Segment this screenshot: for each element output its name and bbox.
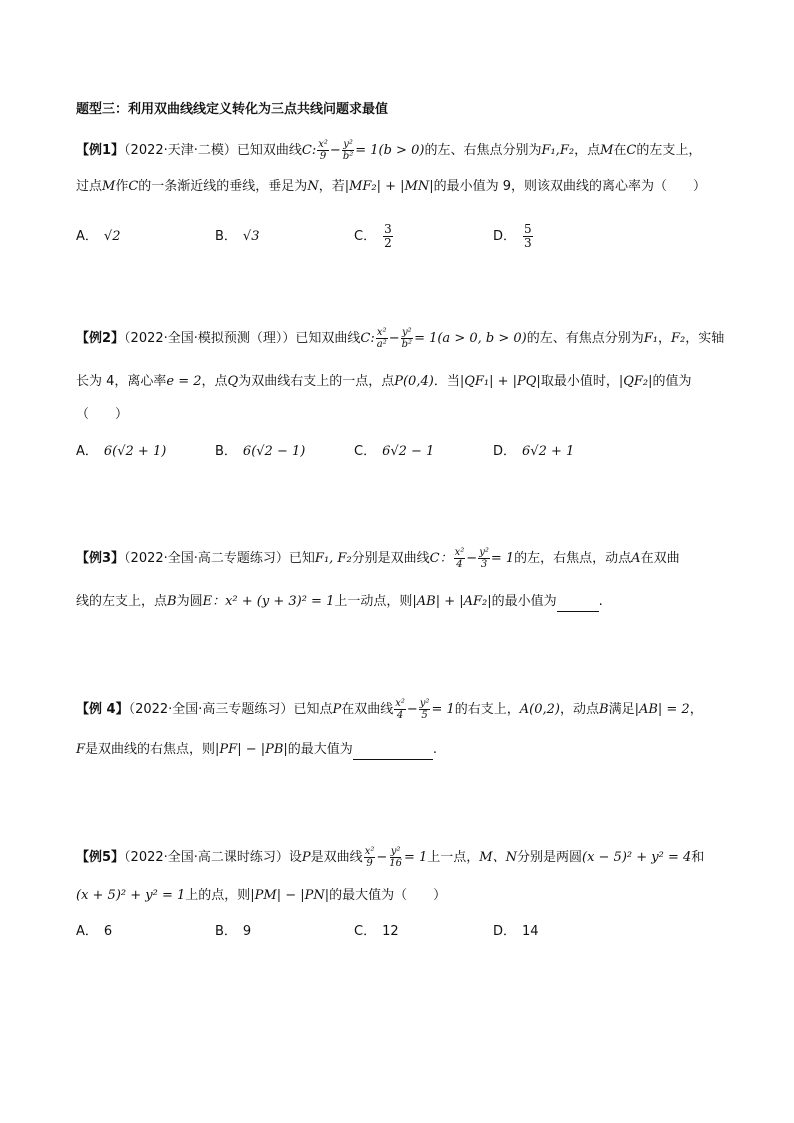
option-c[interactable]: C． 6√2 − 1: [354, 444, 435, 459]
example-2-line-1: 【例2】（2022·全国·模拟预测（理））已知双曲线C: $\frac{\text{x²}}{\text{a²}}$ − $\frac{\text{y²}}{\text{b²}}$ = 1(a > 0, b > 0)的左、有焦点分别为F₁，F₂，实轴: [76, 327, 725, 350]
example-5-source: （2022·全国·高二课时练习）: [124, 850, 289, 865]
option-d[interactable]: D． $\frac{5}{3}$: [493, 222, 532, 250]
fraction: $\frac{\text{y²}}{\text{b²}}$: [342, 139, 354, 162]
example-2-options: [76, 442, 632, 462]
example-2-line-2: 长为 4，离心率e = 2，点Q为双曲线右支上的一点，点P(0,4)．当|QF₁| + |PQ|取最小值时，|QF₂|的值为: [76, 374, 692, 389]
option-b[interactable]: B． 9: [215, 924, 252, 939]
example-3-line-2: 线的左支上，点B为圆E：x² + (y + 3)² = 1上一动点，则|AB| + |AF₂|的最小值为 .: [76, 592, 603, 612]
example-3-source: （2022·全国·高二专题练习）: [124, 551, 289, 566]
example-4-line-1: 【例 4】（2022·全国·高三专题练习）已知点P在双曲线 $\frac{\text{x²}}{4}$ − $\frac{\text{y²}}{5}$ = 1的右支上，A(0,2)，动点B满足|AB| = 2，: [76, 698, 703, 721]
example-4-source: （2022·全国·高三专题练习）: [128, 702, 294, 717]
example-1-options: [76, 223, 632, 250]
example-2-source: （2022·全国·模拟预测（理））: [124, 331, 296, 346]
example-4-tag: 【例 4】: [76, 702, 129, 717]
example-4-line-2: F是双曲线的右焦点，则|PF| − |PB|的最大值为 .: [76, 740, 437, 760]
answer-blank[interactable]: [557, 597, 599, 612]
example-1-line-1: 【例1】（2022·天津·二模）已知双曲线C: $\frac{\text{x²}}{9}$ − $\frac{\text{y²}}{\text{b²}}$ = 1(b > 0)的左、右焦点分别为F₁,F₂，点M在C的左支上，: [76, 139, 702, 162]
option-c[interactable]: C． 12: [354, 924, 399, 939]
example-5-options: [76, 922, 632, 942]
example-1-source: （2022·天津·二模）: [124, 143, 237, 158]
option-b[interactable]: B． √3: [215, 228, 260, 244]
option-a[interactable]: A． √2: [76, 228, 121, 244]
example-1-tag: 【例1】: [76, 143, 125, 158]
example-5-line-2: (x + 5)² + y² = 1上的点，则|PM| − |PN|的最大值为（ ）: [76, 888, 447, 903]
example-5-line-1: 【例5】（2022·全国·高二课时练习）设P是双曲线 $\frac{\text{x²}}{9}$ − $\frac{\text{y²}}{16}$ = 1上一点，M、N分别是两圆(x − 5)² + y² = 4和: [76, 846, 705, 869]
option-c[interactable]: C． $\frac{3}{2}$: [354, 222, 392, 250]
option-d[interactable]: D． 14: [493, 924, 539, 939]
example-5-tag: 【例5】: [76, 850, 125, 865]
option-a[interactable]: A． 6(√2 + 1): [76, 444, 167, 459]
section-title: 题型三：利用双曲线线定义转化为三点共线问题求最值: [76, 102, 389, 117]
option-b[interactable]: B． 6(√2 − 1): [215, 444, 306, 459]
example-2-tag: 【例2】: [76, 331, 125, 346]
fraction: $\frac{\text{x²}}{9}$: [318, 139, 328, 162]
example-3-line-1: 【例3】（2022·全国·高二专题练习）已知F₁, F₂分别是双曲线C： $\frac{\text{x²}}{4}$ − $\frac{\text{y²}}{3}$ = 1的左，右焦点，动点A在双曲: [76, 547, 680, 570]
option-d[interactable]: D． 6√2 + 1: [493, 444, 575, 459]
example-3-tag: 【例3】: [76, 551, 125, 566]
answer-blank[interactable]: [353, 745, 433, 760]
option-a[interactable]: A． 6: [76, 924, 113, 939]
example-2-line-3: （ ）: [76, 407, 129, 422]
example-1-line-2: 过点M作C的一条渐近线的垂线，垂足为N，若|MF₂| + |MN|的最小值为 9，则该双曲线的离心率为（ ）: [76, 179, 707, 194]
